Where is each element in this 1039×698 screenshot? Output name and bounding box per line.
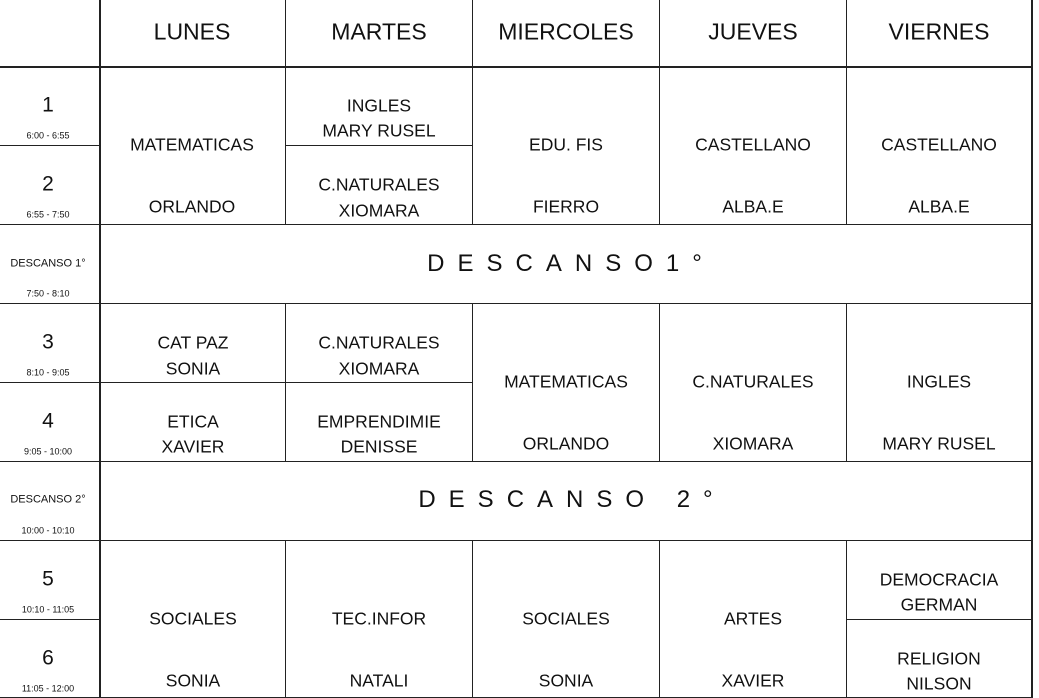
cell-subject: ARTES (723, 608, 783, 629)
break-time: 10:00 - 10:10 (21, 525, 75, 536)
grid-line (0, 145, 100, 146)
cell-teacher: XAVIER (161, 436, 225, 457)
break-label: DESCANSO 2° (10, 493, 86, 506)
cell-teacher: XIOMARA (338, 358, 420, 379)
grid-line (846, 303, 847, 461)
day-header-martes: MARTES (331, 18, 427, 45)
grid-line (659, 0, 660, 224)
grid-line (0, 224, 1033, 225)
grid-line (0, 540, 1033, 541)
cell-teacher: GERMAN (900, 594, 978, 615)
grid-line (285, 303, 286, 461)
grid-line (285, 145, 473, 146)
period-time: 8:10 - 9:05 (26, 367, 70, 378)
grid-line (0, 303, 1033, 304)
cell-subject: SOCIALES (149, 608, 237, 629)
cell-subject: EDU. FIS (529, 134, 603, 155)
cell-teacher: SONIA (165, 670, 221, 691)
cell-subject: CASTELLANO (695, 134, 811, 155)
cell-teacher: FIERRO (532, 196, 600, 217)
period-time: 6:00 - 6:55 (26, 130, 70, 141)
cell-subject: INGLES (346, 95, 412, 116)
grid-line (0, 619, 100, 620)
period-time: 10:10 - 11:05 (21, 604, 75, 615)
grid-line (472, 303, 473, 461)
cell-subject: RELIGION (897, 648, 981, 669)
period-number: 5 (42, 567, 54, 591)
cell-subject: TEC.INFOR (331, 608, 427, 629)
cell-teacher: ALBA.E (908, 196, 970, 217)
grid-line (1031, 0, 1033, 698)
grid-line (846, 540, 847, 698)
grid-line (285, 0, 286, 224)
day-header-lunes: LUNES (153, 18, 231, 45)
cell-teacher: SONIA (538, 670, 594, 691)
break-banner: DESCANSO1° (427, 250, 715, 277)
break-label: DESCANSO 1° (10, 257, 86, 270)
grid-line (659, 303, 660, 461)
grid-line (0, 461, 1033, 462)
cell-teacher: ORLANDO (522, 433, 610, 454)
period-time: 6:55 - 7:50 (26, 209, 70, 220)
grid-line (659, 540, 660, 698)
period-number: 6 (42, 646, 54, 670)
grid-line (846, 0, 847, 224)
break-time: 7:50 - 8:10 (26, 288, 70, 299)
period-number: 2 (42, 172, 54, 196)
grid-line (0, 382, 473, 383)
period-number: 4 (42, 409, 54, 433)
grid-line (846, 619, 1033, 620)
period-time: 11:05 - 12:00 (21, 683, 75, 694)
cell-teacher: XIOMARA (338, 200, 420, 221)
cell-teacher: ORLANDO (148, 196, 236, 217)
period-number: 3 (42, 330, 54, 354)
cell-subject: SOCIALES (522, 608, 610, 629)
cell-subject: CASTELLANO (881, 134, 997, 155)
grid-line (472, 540, 473, 698)
period-number: 1 (42, 93, 54, 117)
period-time: 9:05 - 10:00 (23, 446, 73, 457)
day-header-miercoles: MIERCOLES (498, 18, 634, 45)
cell-subject: INGLES (906, 371, 972, 392)
grid-line (472, 0, 473, 224)
cell-teacher: XAVIER (721, 670, 785, 691)
grid-line (0, 66, 1033, 68)
cell-teacher: SONIA (165, 358, 221, 379)
break-banner: DESCANSO 2° (418, 486, 726, 513)
day-header-jueves: JUEVES (708, 18, 798, 45)
cell-subject: CAT PAZ (157, 332, 229, 353)
cell-teacher: NILSON (906, 673, 972, 694)
cell-teacher: MARY RUSEL (882, 433, 996, 454)
cell-subject: MATEMATICAS (504, 371, 628, 392)
cell-teacher: DENISSE (340, 436, 418, 457)
cell-teacher: NATALI (349, 670, 409, 691)
cell-teacher: ALBA.E (722, 196, 784, 217)
day-header-viernes: VIERNES (888, 18, 990, 45)
cell-teacher: XIOMARA (712, 433, 794, 454)
cell-subject: EMPRENDIMIE (317, 411, 441, 432)
cell-subject: MATEMATICAS (130, 134, 254, 155)
cell-subject: C.NATURALES (318, 332, 440, 353)
cell-teacher: MARY RUSEL (322, 120, 436, 141)
cell-subject: ETICA (167, 411, 219, 432)
cell-subject: C.NATURALES (692, 371, 814, 392)
cell-subject: C.NATURALES (318, 174, 440, 195)
cell-subject: DEMOCRACIA (879, 569, 999, 590)
grid-line (99, 0, 101, 698)
grid-line (285, 540, 286, 698)
